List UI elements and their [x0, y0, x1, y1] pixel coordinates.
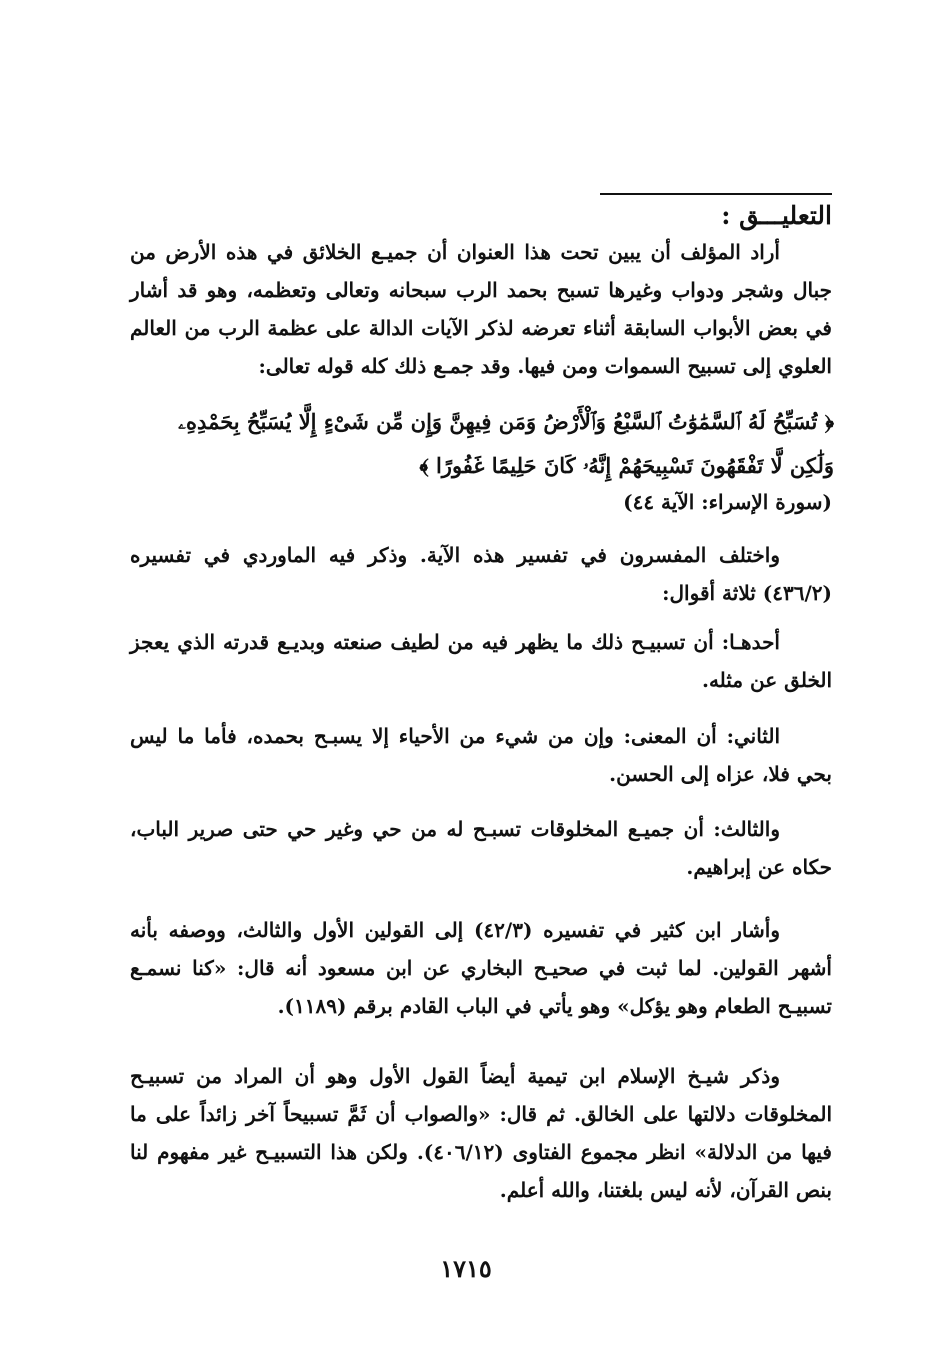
quran-verse: ﴿ تُسَبِّحُ لَهُ ٱلسَّمَٰوَٰتُ ٱلسَّبْعُ وَٱلْأَرْضُ وَمَن فِيهِنَّ وَإِن مِّن شَىْءٍ إِلَّا يُسَبِّحُ بِحَمْدِهِۦ وَلَٰكِن لَّا تَفْقَهُونَ تَسْبِيحَهُمْ إِنَّهُۥ كَانَ حَلِيمًا غَفُورًا ﴾ [178, 409, 834, 478]
intro-paragraph: أراد المؤلف أن يبين تحت هذا العنوان أن جميـع الخلائق في هذه الأرض من جبال وشجر ودواب وغيرها تسبح بحمد الرب سبحانه وتعالى وتعظمه، وهو قد أشار في بعض الأبواب السابقة أثناء تعرضه لذكر الآيات الدالة على عظمة الرب من العالم العلوي إلى تسبيح السموات ومن فيها. وقد جمـع ذلك كله قوله تعالى: [130, 240, 832, 378]
page-number: ١٧١٥ [440, 1254, 492, 1283]
opinion-two: الثاني: أن المعنى: وإن من شيء من الأحياء إلا يسبـح بحمده، فأما ما ليس بحي فلا، عزاه إلى الحسن. [130, 724, 832, 786]
surah-reference: (سورة الإسراء: الآية ٤٤) [623, 490, 832, 514]
opinion-one: أحدهـا: أن تسبيـح ذلك ما يظهر فيه من لطيف صنعته وبديـع قدرته الذي يعجز الخلق عن مثله. [130, 630, 832, 692]
ibn-taymiyyah-paragraph: وذكر شيـخ الإسلام ابن تيمية أيضاً القول الأول وهو أن المراد من تسبيـح المخلوقات دلالتها على الخالق. ثم قال: «والصواب أن ثَمَّ تسبيحاً آخر زائداً على ما فيها من الدلالة» انظر مجموع الفتاوى (٤٠٦/١٢). ولكن هذا التسبيـح غير مفهوم لنا بنص القرآن، لأنه ليس بلغتنا، والله أعلم. [130, 1064, 832, 1202]
ibn-kathir-paragraph: وأشار ابن كثير في تفسيره (٤٢/٣) إلى القولين الأول والثالث، ووصفه بأنه أشهر القولين. لما ثبت في صحيـح البخاري عن ابن مسعود أنه قال: «كنا نسمـع تسبيـح الطعام وهو يؤكل» وهو يأتي في الباب القادم برقم (١١٨٩). [130, 918, 832, 1018]
mawardi-paragraph: واختلف المفسرون في تفسير هذه الآية. وذكر فيه الماوردي في تفسيره (٤٣٦/٢) ثلاثة أقوال: [130, 543, 832, 605]
footnote-separator-rule [600, 193, 832, 195]
opinion-three: والثالث: أن جميـع المخلوقات تسبـح له من حي وغير حي حتى صرير الباب، حكاه عن إبراهيم. [130, 817, 832, 879]
section-heading: التعليـــق : [721, 201, 832, 230]
